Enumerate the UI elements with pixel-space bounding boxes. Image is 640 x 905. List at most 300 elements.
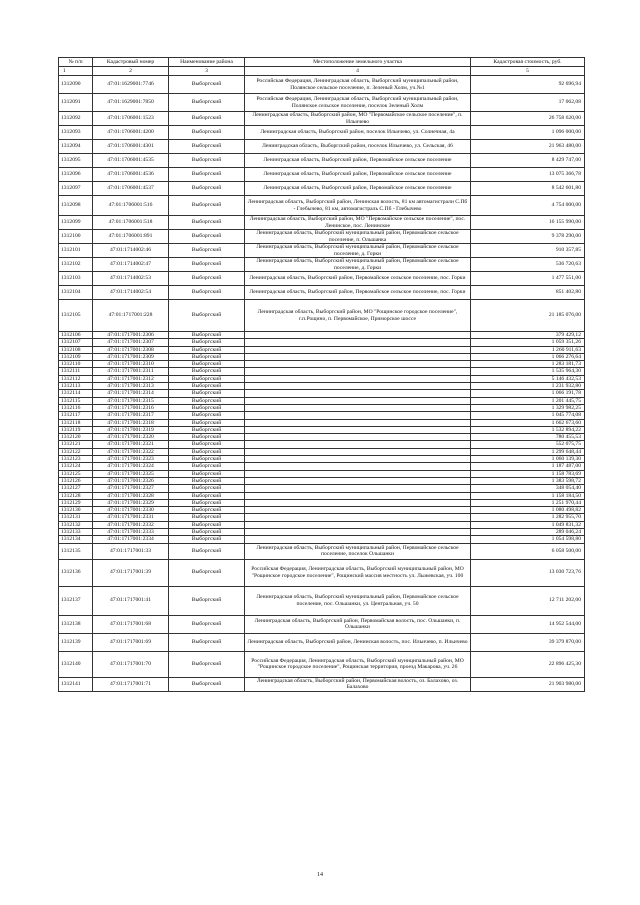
district-name: Выборгский (169, 586, 245, 615)
location (245, 353, 471, 360)
row-number: 1312129 (59, 499, 93, 506)
cadastral-number: 47:01:1717001:2308 (93, 346, 169, 353)
district-name: Выборгский (169, 543, 245, 559)
cadastral-cost: 1 158 783,69 (471, 470, 585, 477)
row-number: 1312110 (59, 361, 93, 368)
row-number: 1312132 (59, 521, 93, 528)
table-row (59, 196, 585, 216)
cadastral-number: 47:01:1717001:41 (93, 586, 169, 615)
cadastral-number: 47:01:1714002:47 (93, 258, 169, 272)
cadastral-number: 47:01:1717001:33 (93, 543, 169, 559)
table-row (59, 441, 585, 448)
cadastral-number: 47:01:1706001:516 (93, 196, 169, 216)
cadastral-table (58, 57, 585, 692)
row-number: 1312106 (59, 332, 93, 339)
district-name: Выборгский (169, 463, 245, 470)
table-row (59, 477, 585, 484)
page-number: 14 (317, 872, 323, 878)
cadastral-number: 47:01:1717001:2328 (93, 492, 169, 499)
cadastral-number: 47:01:1717001:2334 (93, 536, 169, 543)
location: Ленинградская область, Выборгский район, МО "Первомайское сельское поселение", пос. Ленинское, пос. Ленинское (245, 216, 471, 230)
cadastral-number: 47:01:1706001:4535 (93, 154, 169, 168)
cadastral-cost: 5 146 432,53 (471, 375, 585, 382)
cadastral-number: 47:01:1717001:2331 (93, 514, 169, 521)
table-row (59, 397, 585, 404)
cadastral-cost: 1 282 955,70 (471, 514, 585, 521)
district-name: Выборгский (169, 507, 245, 514)
row-number: 1312140 (59, 651, 93, 677)
district-name: Выборгский (169, 168, 245, 182)
cadastral-cost: 1 045 774,08 (471, 412, 585, 419)
cadastral-number: 47:01:1706001:4536 (93, 168, 169, 182)
district-name: Выборгский (169, 419, 245, 426)
table-row (59, 586, 585, 615)
table-row (59, 536, 585, 543)
row-number: 1312090 (59, 76, 93, 94)
district-name: Выборгский (169, 140, 245, 154)
district-name: Выборгский (169, 426, 245, 433)
cadastral-number: 47:01:1706001:4537 (93, 182, 169, 196)
location: Ленинградская область, Выборгский муниципальный район, Первомайское сельское поселение, д. Горки (245, 244, 471, 258)
table-row (59, 615, 585, 633)
cadastral-cost: 1 532 894,22 (471, 426, 585, 433)
cadastral-number: 47:01:1717001:70 (93, 651, 169, 677)
cadastral-cost: 1 066 191,78 (471, 390, 585, 397)
district-name: Выборгский (169, 154, 245, 168)
cadastral-cost: 6 058 500,00 (471, 543, 585, 559)
district-name: Выборгский (169, 76, 245, 94)
cadastral-cost: 1 158 184,50 (471, 492, 585, 499)
row-number: 1312137 (59, 586, 93, 615)
row-number: 1312131 (59, 514, 93, 521)
row-number: 1312091 (59, 94, 93, 112)
cadastral-number: 47:01:1717001:228 (93, 300, 169, 332)
cadastral-cost: 780 455,53 (471, 434, 585, 441)
table-row (59, 434, 585, 441)
cadastral-number: 47:01:1717001:2321 (93, 441, 169, 448)
location (245, 368, 471, 375)
cadastral-number: 47:01:1717001:2312 (93, 375, 169, 382)
district-name: Выборгский (169, 448, 245, 455)
location (245, 397, 471, 404)
table-row (59, 412, 585, 419)
row-number: 1312107 (59, 339, 93, 346)
table-row (59, 404, 585, 411)
table-row (59, 375, 585, 382)
table-row (59, 456, 585, 463)
row-number: 1312105 (59, 300, 93, 332)
cadastral-number: 47:01:1717001:2324 (93, 463, 169, 470)
row-number: 1312127 (59, 485, 93, 492)
row-number: 1312094 (59, 140, 93, 154)
table-row (59, 112, 585, 126)
cadastral-cost: 1 662 673,60 (471, 419, 585, 426)
location (245, 470, 471, 477)
cadastral-cost: 536 720,63 (471, 258, 585, 272)
cadastral-cost: 9 378 290,00 (471, 230, 585, 244)
row-number: 1312095 (59, 154, 93, 168)
location (245, 375, 471, 382)
location (245, 383, 471, 390)
cadastral-number: 47:01:1629001:7850 (93, 94, 169, 112)
table-row (59, 470, 585, 477)
district-name: Выборгский (169, 615, 245, 633)
cadastral-cost: 348 054,40 (471, 485, 585, 492)
table-row (59, 332, 585, 339)
district-name: Выборгский (169, 216, 245, 230)
cadastral-number: 47:01:1706001:518 (93, 216, 169, 230)
district-name: Выборгский (169, 470, 245, 477)
cadastral-number: 47:01:1717001:2317 (93, 412, 169, 419)
cadastral-number: 47:01:1706001:1523 (93, 112, 169, 126)
location (245, 434, 471, 441)
cadastral-number: 47:01:1717001:69 (93, 633, 169, 651)
cadastral-cost: 1 251 970,44 (471, 499, 585, 506)
cadastral-cost: 1 080 498,82 (471, 507, 585, 514)
cadastral-cost: 4 754 000,00 (471, 196, 585, 216)
cadastral-cost: 8 429 747,00 (471, 154, 585, 168)
location (245, 529, 471, 536)
cadastral-cost: 21 185 076,00 (471, 300, 585, 332)
header-location: Местоположение земельного участка (245, 58, 471, 67)
location (245, 514, 471, 521)
district-name: Выборгский (169, 272, 245, 286)
district-name: Выборгский (169, 361, 245, 368)
location: Ленинградская область, Выборгский муниципальный район, Первомайское сельское поселение, пос. Ольшанки, ул. Центральная, уч. 50 (245, 586, 471, 615)
row-number: 1312103 (59, 272, 93, 286)
table-row (59, 182, 585, 196)
cadastral-number: 47:01:1717001:2306 (93, 332, 169, 339)
table-body (59, 76, 585, 692)
location (245, 346, 471, 353)
row-number: 1312096 (59, 168, 93, 182)
row-number: 1312126 (59, 477, 93, 484)
cadastral-number: 47:01:1714002:54 (93, 286, 169, 300)
table-row (59, 258, 585, 272)
district-name: Выборгский (169, 514, 245, 521)
row-number: 1312124 (59, 463, 93, 470)
cadastral-table-page (58, 57, 584, 692)
header-number: № п/п (59, 58, 93, 67)
table-row (59, 300, 585, 332)
district-name: Выборгский (169, 412, 245, 419)
row-number: 1312136 (59, 559, 93, 586)
table-row (59, 94, 585, 112)
district-name: Выборгский (169, 300, 245, 332)
district-name: Выборгский (169, 230, 245, 244)
cadastral-number: 47:01:1714002:46 (93, 244, 169, 258)
cadastral-cost: 1 535 964,30 (471, 368, 585, 375)
location: Ленинградская область, Выборгский район, МО "Рощинское городское поселение", г.п.Рощино, п. Первомайское, Приморское шоссе (245, 300, 471, 332)
cadastral-number: 47:01:1717001:2327 (93, 485, 169, 492)
table-row (59, 140, 585, 154)
row-number: 1312135 (59, 543, 93, 559)
row-number: 1312092 (59, 112, 93, 126)
header-numbering-row (59, 67, 585, 76)
district-name: Выборгский (169, 244, 245, 258)
row-number: 1312112 (59, 375, 93, 382)
cadastral-number: 47:01:1706001:891 (93, 230, 169, 244)
cadastral-cost: 1 260 911,63 (471, 346, 585, 353)
cadastral-cost: 13 075 366,78 (471, 168, 585, 182)
table-row (59, 426, 585, 433)
cadastral-cost: 379 429,12 (471, 332, 585, 339)
cadastral-number: 47:01:1717001:2310 (93, 361, 169, 368)
header-cost: Кадастровая стоимость, руб. (471, 58, 585, 67)
cadastral-number: 47:01:1717001:2313 (93, 383, 169, 390)
district-name: Выборгский (169, 529, 245, 536)
district-name: Выборгский (169, 477, 245, 484)
row-number: 1312134 (59, 536, 93, 543)
district-name: Выборгский (169, 492, 245, 499)
location (245, 412, 471, 419)
cadastral-number: 47:01:1717001:2318 (93, 419, 169, 426)
row-number: 1312128 (59, 492, 93, 499)
cadastral-number: 47:01:1717001:2322 (93, 448, 169, 455)
header-district: Наименование района (169, 58, 245, 67)
header-num-3: 3 (169, 67, 245, 76)
district-name: Выборгский (169, 126, 245, 140)
location: Ленинградская область, Выборгский район, Ленинская волость, пос. Ильичево, п. Ильичево (245, 633, 471, 651)
table-row (59, 230, 585, 244)
district-name: Выборгский (169, 196, 245, 216)
cadastral-number: 47:01:1717001:2311 (93, 368, 169, 375)
row-number: 1312101 (59, 244, 93, 258)
cadastral-cost: 21 963 480,00 (471, 140, 585, 154)
table-row (59, 419, 585, 426)
district-name: Выборгский (169, 375, 245, 382)
cadastral-number: 47:01:1717001:2307 (93, 339, 169, 346)
cadastral-cost: 17 062,08 (471, 94, 585, 112)
cadastral-cost: 39 379 870,00 (471, 633, 585, 651)
table-row (59, 543, 585, 559)
table-row (59, 286, 585, 300)
row-number: 1312120 (59, 434, 93, 441)
cadastral-cost: 289 046,24 (471, 529, 585, 536)
district-name: Выборгский (169, 383, 245, 390)
cadastral-cost: 552 075,75 (471, 441, 585, 448)
table-row (59, 216, 585, 230)
district-name: Выборгский (169, 112, 245, 126)
row-number: 1312099 (59, 216, 93, 230)
cadastral-cost: 1 231 932,80 (471, 383, 585, 390)
location (245, 507, 471, 514)
district-name: Выборгский (169, 94, 245, 112)
location: Ленинградская область, Выборгский район, Первомайская волость, оз. Балахово, оз. Балахово (245, 677, 471, 691)
header-num-1: 1 (59, 67, 93, 76)
location: Российская Федерация, Ленинградская область, Выборгский муниципальный район, Полянское сельское поселение, п. Зеленый Холм, уч.№1 (245, 76, 471, 94)
row-number: 1312123 (59, 456, 93, 463)
table-header (59, 58, 585, 76)
cadastral-number: 47:01:1717001:2326 (93, 477, 169, 484)
table-row (59, 272, 585, 286)
row-number: 1312111 (59, 368, 93, 375)
location (245, 463, 471, 470)
cadastral-cost: 92 696,94 (471, 76, 585, 94)
location: Ленинградская область, Выборгский район, МО "Первомайское сельское поселение", п. Ильичево (245, 112, 471, 126)
table-row (59, 463, 585, 470)
table-row (59, 383, 585, 390)
table-row (59, 677, 585, 691)
cadastral-cost: 1 049 831,32 (471, 521, 585, 528)
table-row (59, 492, 585, 499)
location: Ленинградская область, Выборгский район, Первомайское сельское поселение (245, 168, 471, 182)
row-number: 1312119 (59, 426, 93, 433)
location (245, 448, 471, 455)
cadastral-cost: 1 283 181,73 (471, 361, 585, 368)
row-number: 1312114 (59, 390, 93, 397)
location: Российская Федерация, Ленинградская область, Выборгский муниципальный район, Полянское сельское поселение, поселок Зеленый Холм (245, 94, 471, 112)
table-row (59, 168, 585, 182)
district-name: Выборгский (169, 485, 245, 492)
cadastral-cost: 16 155 990,00 (471, 216, 585, 230)
cadastral-cost: 8 542 601,80 (471, 182, 585, 196)
cadastral-cost: 1 329 982,25 (471, 404, 585, 411)
row-number: 1312133 (59, 529, 93, 536)
table-row (59, 244, 585, 258)
district-name: Выборгский (169, 404, 245, 411)
location (245, 404, 471, 411)
cadastral-cost: 1 477 551,00 (471, 272, 585, 286)
cadastral-number: 47:01:1717001:2320 (93, 434, 169, 441)
cadastral-cost: 851 402,80 (471, 286, 585, 300)
district-name: Выборгский (169, 521, 245, 528)
location: Ленинградская область, Выборгский муниципальный район, Первомайское сельское поселение, п. Ольшанка (245, 230, 471, 244)
table-row (59, 559, 585, 586)
cadastral-cost: 1 187 487,00 (471, 463, 585, 470)
table-row (59, 353, 585, 360)
location: Ленинградская область, Выборгский район, поселок Ильичево, ул. Солнечная, 4а (245, 126, 471, 140)
district-name: Выборгский (169, 651, 245, 677)
row-number: 1312113 (59, 383, 93, 390)
header-num-4: 4 (245, 67, 471, 76)
location: Ленинградская область, Выборгский район, Первомайское сельское поселение (245, 182, 471, 196)
table-row (59, 339, 585, 346)
location (245, 441, 471, 448)
table-row (59, 529, 585, 536)
table-row (59, 514, 585, 521)
cadastral-number: 47:01:1717001:2329 (93, 499, 169, 506)
row-number: 1312109 (59, 353, 93, 360)
location (245, 332, 471, 339)
cadastral-cost: 1 096 000,00 (471, 126, 585, 140)
cadastral-number: 47:01:1717001:2309 (93, 353, 169, 360)
cadastral-cost: 1 299 648,44 (471, 448, 585, 455)
district-name: Выборгский (169, 258, 245, 272)
row-number: 1312139 (59, 633, 93, 651)
cadastral-number: 47:01:1717001:2316 (93, 404, 169, 411)
cadastral-cost: 26 758 620,00 (471, 112, 585, 126)
table-row (59, 346, 585, 353)
cadastral-cost: 1 059 351,26 (471, 339, 585, 346)
district-name: Выборгский (169, 390, 245, 397)
table-row (59, 361, 585, 368)
location (245, 499, 471, 506)
row-number: 1312117 (59, 412, 93, 419)
location (245, 485, 471, 492)
table-row (59, 507, 585, 514)
district-name: Выборгский (169, 434, 245, 441)
location: Российская Федерация, Ленинградская область, Выборгский муниципальный район, МО "Рощинское городское поселение", Рощинский массив местность ул. Лыжевская, уч. 100 (245, 559, 471, 586)
row-number: 1312121 (59, 441, 93, 448)
district-name: Выборгский (169, 286, 245, 300)
row-number: 1312102 (59, 258, 93, 272)
cadastral-cost: 13 030 723,76 (471, 559, 585, 586)
district-name: Выборгский (169, 536, 245, 543)
row-number: 1312108 (59, 346, 93, 353)
cadastral-cost: 12 711 202,00 (471, 586, 585, 615)
cadastral-number: 47:01:1717001:71 (93, 677, 169, 691)
cadastral-cost: 1 060 139,30 (471, 456, 585, 463)
district-name: Выборгский (169, 397, 245, 404)
table-row (59, 633, 585, 651)
cadastral-cost: 1 201 445,75 (471, 397, 585, 404)
row-number: 1312097 (59, 182, 93, 196)
location (245, 492, 471, 499)
cadastral-cost: 14 952 544,00 (471, 615, 585, 633)
location (245, 521, 471, 528)
location: Ленинградская область, Выборгский район, Первомайское сельское поселение, пос. Горки (245, 286, 471, 300)
location: Ленинградская область, Выборгский муниципальный район, Первомайское сельское поселение, д. Горки (245, 258, 471, 272)
location: Ленинградская область, Выборгский муниципальный район, Первомайское сельское поселение, поселок Ольшанки (245, 543, 471, 559)
header-num-2: 2 (93, 67, 169, 76)
cadastral-number: 47:01:1717001:2314 (93, 390, 169, 397)
cadastral-number: 47:01:1717001:2332 (93, 521, 169, 528)
cadastral-number: 47:01:1717001:2333 (93, 529, 169, 536)
district-name: Выборгский (169, 677, 245, 691)
row-number: 1312138 (59, 615, 93, 633)
row-number: 1312141 (59, 677, 93, 691)
row-number: 1312098 (59, 196, 93, 216)
location: Ленинградская область, Выборгский район, Первомайское сельское поселение (245, 154, 471, 168)
header-num-5: 5 (471, 67, 585, 76)
location (245, 456, 471, 463)
location (245, 536, 471, 543)
row-number: 1312100 (59, 230, 93, 244)
cadastral-number: 47:01:1706001:4301 (93, 140, 169, 154)
location (245, 419, 471, 426)
cadastral-number: 47:01:1714002:53 (93, 272, 169, 286)
location (245, 426, 471, 433)
table-row (59, 485, 585, 492)
row-number: 1312093 (59, 126, 93, 140)
cadastral-cost: 910 357,85 (471, 244, 585, 258)
location: Российская Федерация, Ленинградская область, Выборгский муниципальный район, МО "Рощинское городское поселение", Рощинская территория, проезд Макарова, уч. 26 (245, 651, 471, 677)
cadastral-cost: 1 066 276,64 (471, 353, 585, 360)
location: Ленинградская область, Выборгский район, поселок Ильичево, ул. Сельская, 46 (245, 140, 471, 154)
cadastral-cost: 1 054 598,80 (471, 536, 585, 543)
location: Ленинградская область, Выборгский район, Ленинская волость, 81 км автомагистрали С.Пб - Глебычево, 81 км, автомагистраль С.Пб - Глебычево (245, 196, 471, 216)
cadastral-number: 47:01:1706001:4200 (93, 126, 169, 140)
cadastral-number: 47:01:1629001:7746 (93, 76, 169, 94)
location (245, 477, 471, 484)
cadastral-cost: 21 903 980,00 (471, 677, 585, 691)
row-number: 1312104 (59, 286, 93, 300)
cadastral-number: 47:01:1717001:68 (93, 615, 169, 633)
district-name: Выборгский (169, 339, 245, 346)
table-row (59, 499, 585, 506)
table-row (59, 368, 585, 375)
district-name: Выборгский (169, 182, 245, 196)
location: Ленинградская область, Выборгский район, Первомайская волость, пос. Ольшанки, п. Ольшанки (245, 615, 471, 633)
row-number: 1312116 (59, 404, 93, 411)
table-row (59, 651, 585, 677)
cadastral-number: 47:01:1717001:39 (93, 559, 169, 586)
table-row (59, 76, 585, 94)
district-name: Выборгский (169, 332, 245, 339)
row-number: 1312115 (59, 397, 93, 404)
district-name: Выборгский (169, 456, 245, 463)
